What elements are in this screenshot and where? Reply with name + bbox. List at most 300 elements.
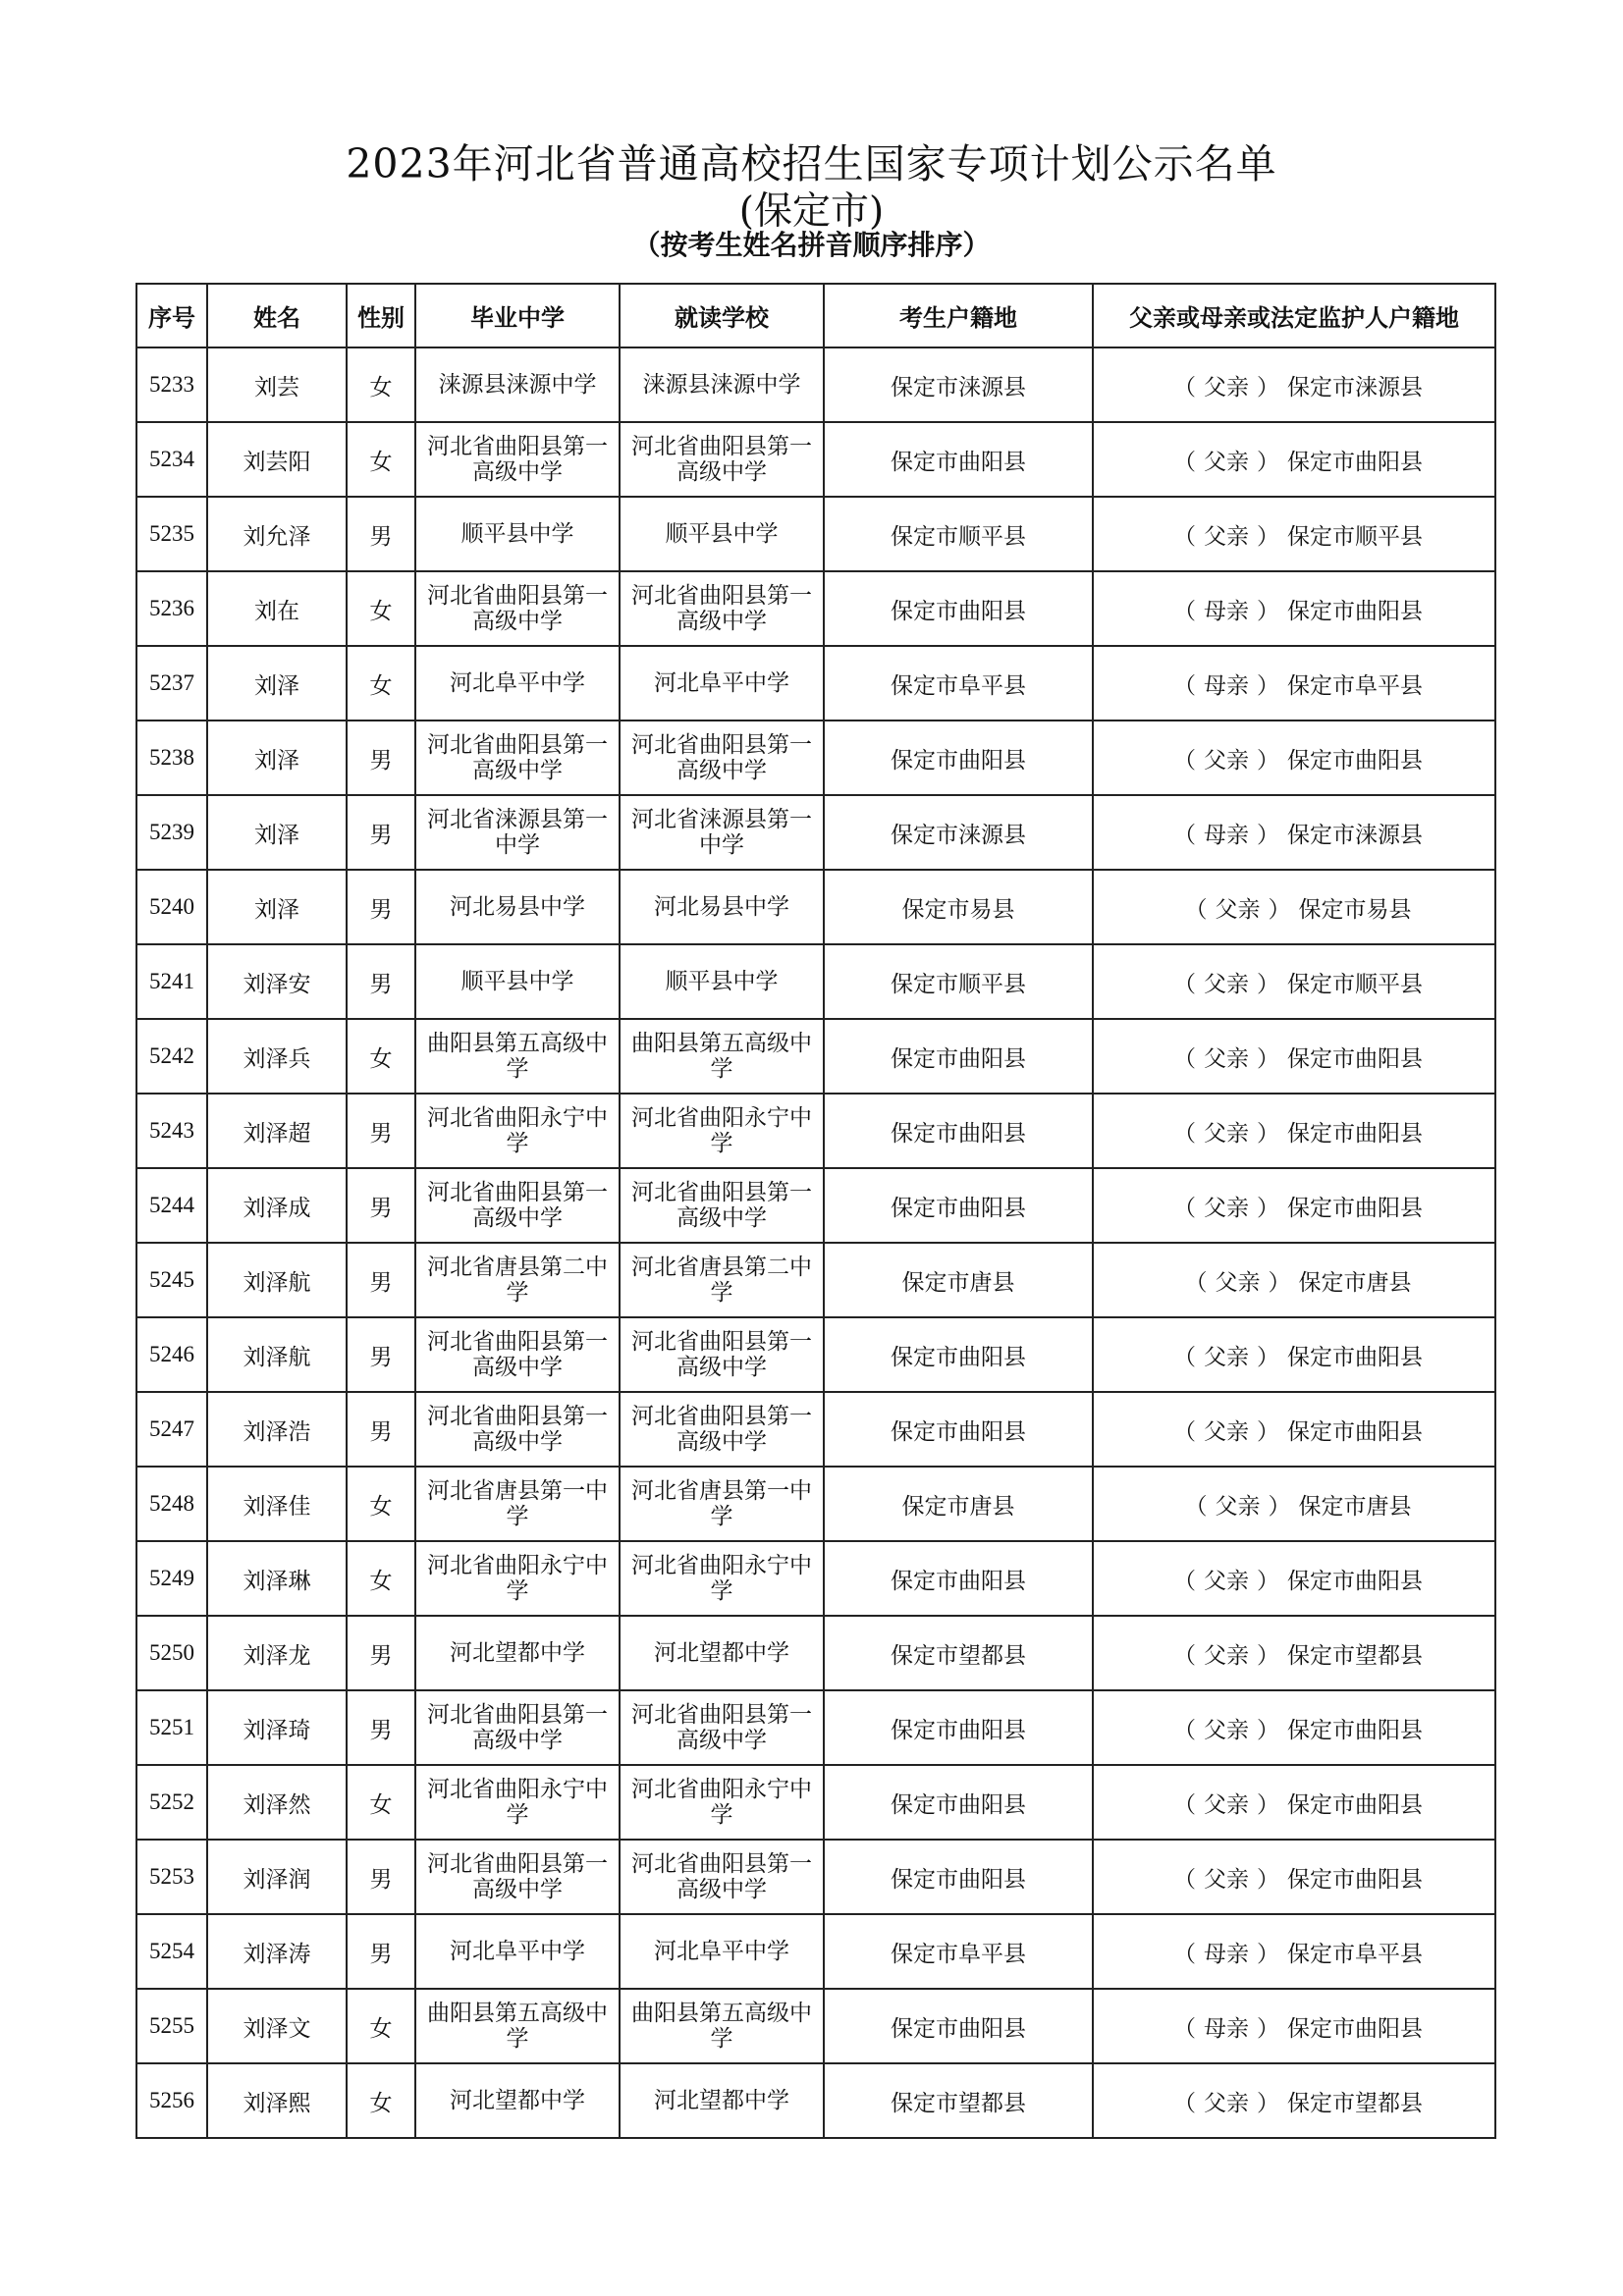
guardian-relation: 父亲 <box>1204 449 1249 475</box>
cell-current-school: 河北望都中学 <box>620 2063 824 2138</box>
table-row <box>136 870 1495 944</box>
cell-gender: 男 <box>347 795 415 870</box>
open-paren: （ <box>1173 1120 1196 1147</box>
cell-grad-school: 河北省曲阳县第一高级中学 <box>415 422 620 497</box>
cell-grad-school: 河北望都中学 <box>415 1616 620 1690</box>
cell-name: 刘泽佳 <box>207 1467 347 1541</box>
cell-current-school: 河北省曲阳永宁中学 <box>620 1094 824 1168</box>
cell-current-school: 顺平县中学 <box>620 944 824 1019</box>
cell-no: 5254 <box>136 1914 207 1989</box>
open-paren: （ <box>1173 747 1196 774</box>
cell-hukou: 保定市唐县 <box>824 1243 1093 1317</box>
guardian-place: 保定市曲阳县 <box>1287 2015 1423 2042</box>
table-row <box>136 1168 1495 1243</box>
cell-gender: 男 <box>347 1094 415 1168</box>
table-row <box>136 1467 1495 1541</box>
close-paren: ） <box>1257 523 1279 550</box>
cell-no: 5250 <box>136 1616 207 1690</box>
cell-grad-school: 河北易县中学 <box>415 870 620 944</box>
close-paren: ） <box>1257 598 1279 624</box>
open-paren: （ <box>1173 523 1196 550</box>
cell-guardian-hukou <box>1093 1467 1495 1541</box>
open-paren: （ <box>1173 1791 1196 1818</box>
close-paren: ） <box>1257 374 1279 400</box>
table-row <box>136 1690 1495 1765</box>
open-paren: （ <box>1173 1866 1196 1893</box>
close-paren: ） <box>1257 1717 1279 1743</box>
cell-current-school: 河北省曲阳县第一高级中学 <box>620 571 824 646</box>
cell-hukou: 保定市曲阳县 <box>824 1094 1093 1168</box>
guardian-relation: 父亲 <box>1204 1344 1249 1370</box>
cell-gender: 男 <box>347 1840 415 1914</box>
cell-name: 刘泽琦 <box>207 1690 347 1765</box>
col-header-hukou: 考生户籍地 <box>824 284 1093 347</box>
cell-current-school: 河北省曲阳县第一高级中学 <box>620 1840 824 1914</box>
cell-grad-school: 曲阳县第五高级中学 <box>415 1989 620 2063</box>
cell-grad-school: 河北阜平中学 <box>415 646 620 721</box>
cell-gender: 女 <box>347 1467 415 1541</box>
cell-guardian-hukou <box>1093 1168 1495 1243</box>
cell-name: 刘允泽 <box>207 497 347 571</box>
cell-gender: 女 <box>347 347 415 422</box>
guardian-relation: 母亲 <box>1204 2015 1249 2042</box>
cell-no: 5237 <box>136 646 207 721</box>
cell-current-school: 河北省曲阳县第一高级中学 <box>620 721 824 795</box>
cell-no: 5253 <box>136 1840 207 1914</box>
table-row <box>136 795 1495 870</box>
col-header-guardian-hukou: 父亲或母亲或法定监护人户籍地 <box>1093 284 1495 347</box>
cell-guardian-hukou <box>1093 870 1495 944</box>
close-paren: ） <box>1257 449 1279 475</box>
table-row <box>136 1317 1495 1392</box>
cell-guardian-hukou <box>1093 1765 1495 1840</box>
col-header-grad-school: 毕业中学 <box>415 284 620 347</box>
roster-table <box>135 283 1496 2139</box>
col-header-gender: 性别 <box>347 284 415 347</box>
cell-gender: 男 <box>347 1243 415 1317</box>
guardian-relation: 父亲 <box>1215 1493 1261 1520</box>
cell-no: 5241 <box>136 944 207 1019</box>
guardian-place: 保定市唐县 <box>1298 1493 1412 1520</box>
open-paren: （ <box>1173 1717 1196 1743</box>
cell-name: 刘泽润 <box>207 1840 347 1914</box>
guardian-relation: 母亲 <box>1204 598 1249 624</box>
open-paren: （ <box>1173 1941 1196 1967</box>
cell-grad-school: 顺平县中学 <box>415 944 620 1019</box>
cell-current-school: 河北望都中学 <box>620 1616 824 1690</box>
close-paren: ） <box>1257 1866 1279 1893</box>
cell-grad-school: 河北省曲阳永宁中学 <box>415 1094 620 1168</box>
cell-guardian-hukou <box>1093 2063 1495 2138</box>
cell-gender: 女 <box>347 1541 415 1616</box>
cell-gender: 男 <box>347 1690 415 1765</box>
cell-grad-school: 涞源县涞源中学 <box>415 347 620 422</box>
cell-no: 5246 <box>136 1317 207 1392</box>
close-paren: ） <box>1257 1642 1279 1669</box>
table-row <box>136 1765 1495 1840</box>
guardian-relation: 父亲 <box>1215 1269 1261 1296</box>
col-header-current-school: 就读学校 <box>620 284 824 347</box>
open-paren: （ <box>1173 672 1196 699</box>
guardian-place: 保定市唐县 <box>1298 1269 1412 1296</box>
cell-hukou: 保定市阜平县 <box>824 646 1093 721</box>
guardian-relation: 母亲 <box>1204 822 1249 848</box>
guardian-place: 保定市曲阳县 <box>1287 449 1423 475</box>
cell-hukou: 保定市曲阳县 <box>824 1019 1093 1094</box>
close-paren: ） <box>1268 1269 1291 1296</box>
cell-guardian-hukou <box>1093 1541 1495 1616</box>
cell-hukou: 保定市顺平县 <box>824 944 1093 1019</box>
cell-current-school: 曲阳县第五高级中学 <box>620 1989 824 2063</box>
cell-no: 5248 <box>136 1467 207 1541</box>
cell-name: 刘泽琳 <box>207 1541 347 1616</box>
cell-guardian-hukou <box>1093 497 1495 571</box>
cell-guardian-hukou <box>1093 721 1495 795</box>
cell-no: 5249 <box>136 1541 207 1616</box>
open-paren: （ <box>1184 896 1208 923</box>
cell-grad-school: 河北省曲阳永宁中学 <box>415 1541 620 1616</box>
cell-name: 刘在 <box>207 571 347 646</box>
close-paren: ） <box>1257 822 1279 848</box>
cell-grad-school: 河北省曲阳县第一高级中学 <box>415 1317 620 1392</box>
table-row <box>136 944 1495 1019</box>
close-paren: ） <box>1257 1120 1279 1147</box>
cell-name: 刘泽 <box>207 721 347 795</box>
table-row <box>136 1616 1495 1690</box>
cell-no: 5256 <box>136 2063 207 2138</box>
guardian-relation: 母亲 <box>1204 672 1249 699</box>
cell-gender: 男 <box>347 944 415 1019</box>
table-row <box>136 422 1495 497</box>
cell-current-school: 河北省曲阳永宁中学 <box>620 1765 824 1840</box>
cell-grad-school: 河北省曲阳县第一高级中学 <box>415 571 620 646</box>
cell-no: 5243 <box>136 1094 207 1168</box>
open-paren: （ <box>1173 1045 1196 1072</box>
cell-guardian-hukou <box>1093 1616 1495 1690</box>
guardian-place: 保定市曲阳县 <box>1287 598 1423 624</box>
document-subtitle: (保定市) <box>738 189 885 234</box>
cell-hukou: 保定市曲阳县 <box>824 721 1093 795</box>
cell-name: 刘泽兵 <box>207 1019 347 1094</box>
close-paren: ） <box>1257 2090 1279 2116</box>
guardian-relation: 父亲 <box>1204 1120 1249 1147</box>
cell-gender: 男 <box>347 1914 415 1989</box>
cell-hukou: 保定市曲阳县 <box>824 422 1093 497</box>
col-header-name: 姓名 <box>207 284 347 347</box>
guardian-relation: 父亲 <box>1204 1045 1249 1072</box>
guardian-place: 保定市曲阳县 <box>1287 1344 1423 1370</box>
table-row <box>136 646 1495 721</box>
guardian-relation: 父亲 <box>1204 374 1249 400</box>
cell-current-school: 河北省曲阳县第一高级中学 <box>620 422 824 497</box>
cell-no: 5247 <box>136 1392 207 1467</box>
cell-hukou: 保定市涞源县 <box>824 795 1093 870</box>
close-paren: ） <box>1257 1791 1279 1818</box>
cell-grad-school: 顺平县中学 <box>415 497 620 571</box>
document-title: 2023年河北省普通高校招生国家专项计划公示名单 <box>346 140 1277 187</box>
cell-guardian-hukou <box>1093 571 1495 646</box>
guardian-place: 保定市曲阳县 <box>1287 1568 1423 1594</box>
guardian-relation: 父亲 <box>1204 2090 1249 2116</box>
open-paren: （ <box>1173 822 1196 848</box>
open-paren: （ <box>1173 2015 1196 2042</box>
cell-current-school: 河北省涞源县第一中学 <box>620 795 824 870</box>
cell-no: 5242 <box>136 1019 207 1094</box>
cell-no: 5255 <box>136 1989 207 2063</box>
cell-grad-school: 河北省曲阳县第一高级中学 <box>415 721 620 795</box>
close-paren: ） <box>1257 1418 1279 1445</box>
close-paren: ） <box>1257 1568 1279 1594</box>
cell-gender: 女 <box>347 646 415 721</box>
guardian-place: 保定市曲阳县 <box>1287 1120 1423 1147</box>
cell-grad-school: 河北望都中学 <box>415 2063 620 2138</box>
open-paren: （ <box>1173 1344 1196 1370</box>
table-row <box>136 1094 1495 1168</box>
cell-name: 刘泽成 <box>207 1168 347 1243</box>
cell-gender: 男 <box>347 497 415 571</box>
cell-current-school: 河北省曲阳县第一高级中学 <box>620 1392 824 1467</box>
open-paren: （ <box>1173 1568 1196 1594</box>
close-paren: ） <box>1268 896 1291 923</box>
cell-current-school: 河北省唐县第一中学 <box>620 1467 824 1541</box>
cell-hukou: 保定市曲阳县 <box>824 1690 1093 1765</box>
cell-no: 5239 <box>136 795 207 870</box>
close-paren: ） <box>1257 971 1279 997</box>
guardian-relation: 父亲 <box>1215 896 1261 923</box>
cell-name: 刘泽 <box>207 795 347 870</box>
cell-hukou: 保定市唐县 <box>824 1467 1093 1541</box>
cell-hukou: 保定市曲阳县 <box>824 1392 1093 1467</box>
close-paren: ） <box>1257 672 1279 699</box>
cell-gender: 女 <box>347 571 415 646</box>
cell-gender: 男 <box>347 1616 415 1690</box>
cell-name: 刘泽航 <box>207 1243 347 1317</box>
cell-hukou: 保定市阜平县 <box>824 1914 1093 1989</box>
cell-guardian-hukou <box>1093 1317 1495 1392</box>
cell-grad-school: 河北省唐县第二中学 <box>415 1243 620 1317</box>
cell-no: 5240 <box>136 870 207 944</box>
cell-name: 刘泽浩 <box>207 1392 347 1467</box>
cell-hukou: 保定市曲阳县 <box>824 571 1093 646</box>
cell-guardian-hukou <box>1093 1019 1495 1094</box>
close-paren: ） <box>1257 1195 1279 1221</box>
cell-name: 刘泽涛 <box>207 1914 347 1989</box>
guardian-relation: 父亲 <box>1204 1866 1249 1893</box>
cell-name: 刘泽 <box>207 646 347 721</box>
cell-current-school: 涞源县涞源中学 <box>620 347 824 422</box>
cell-hukou: 保定市曲阳县 <box>824 1541 1093 1616</box>
cell-hukou: 保定市望都县 <box>824 1616 1093 1690</box>
table-row <box>136 721 1495 795</box>
cell-no: 5236 <box>136 571 207 646</box>
cell-guardian-hukou <box>1093 1989 1495 2063</box>
cell-hukou: 保定市望都县 <box>824 2063 1093 2138</box>
guardian-relation: 父亲 <box>1204 971 1249 997</box>
cell-no: 5251 <box>136 1690 207 1765</box>
cell-hukou: 保定市曲阳县 <box>824 1317 1093 1392</box>
guardian-place: 保定市阜平县 <box>1287 1941 1423 1967</box>
cell-gender: 男 <box>347 1168 415 1243</box>
cell-guardian-hukou <box>1093 1840 1495 1914</box>
table-row <box>136 1914 1495 1989</box>
guardian-place: 保定市曲阳县 <box>1287 1717 1423 1743</box>
cell-grad-school: 河北省曲阳永宁中学 <box>415 1765 620 1840</box>
open-paren: （ <box>1173 1195 1196 1221</box>
cell-grad-school: 河北省涞源县第一中学 <box>415 795 620 870</box>
guardian-relation: 母亲 <box>1204 1941 1249 1967</box>
guardian-relation: 父亲 <box>1204 1791 1249 1818</box>
close-paren: ） <box>1257 747 1279 774</box>
cell-name: 刘芸阳 <box>207 422 347 497</box>
cell-guardian-hukou <box>1093 646 1495 721</box>
table-row <box>136 571 1495 646</box>
close-paren: ） <box>1257 2015 1279 2042</box>
cell-hukou: 保定市曲阳县 <box>824 1168 1093 1243</box>
cell-hukou: 保定市顺平县 <box>824 497 1093 571</box>
table-row <box>136 1243 1495 1317</box>
guardian-place: 保定市望都县 <box>1287 2090 1423 2116</box>
cell-name: 刘泽 <box>207 870 347 944</box>
cell-hukou: 保定市曲阳县 <box>824 1765 1093 1840</box>
cell-no: 5234 <box>136 422 207 497</box>
guardian-place: 保定市曲阳县 <box>1287 747 1423 774</box>
guardian-relation: 父亲 <box>1204 747 1249 774</box>
guardian-place: 保定市曲阳县 <box>1287 1791 1423 1818</box>
cell-guardian-hukou <box>1093 1914 1495 1989</box>
cell-name: 刘泽文 <box>207 1989 347 2063</box>
close-paren: ） <box>1257 1344 1279 1370</box>
cell-no: 5244 <box>136 1168 207 1243</box>
table-row <box>136 1541 1495 1616</box>
guardian-place: 保定市涞源县 <box>1287 374 1423 400</box>
cell-current-school: 河北省曲阳永宁中学 <box>620 1541 824 1616</box>
cell-gender: 男 <box>347 721 415 795</box>
cell-current-school: 曲阳县第五高级中学 <box>620 1019 824 1094</box>
table-row <box>136 1392 1495 1467</box>
guardian-place: 保定市顺平县 <box>1287 971 1423 997</box>
cell-guardian-hukou <box>1093 1243 1495 1317</box>
table-row <box>136 347 1495 422</box>
cell-grad-school: 河北阜平中学 <box>415 1914 620 1989</box>
cell-no: 5252 <box>136 1765 207 1840</box>
guardian-relation: 父亲 <box>1204 1717 1249 1743</box>
table-row <box>136 1840 1495 1914</box>
cell-hukou: 保定市曲阳县 <box>824 1989 1093 2063</box>
cell-current-school: 顺平县中学 <box>620 497 824 571</box>
cell-current-school: 河北阜平中学 <box>620 1914 824 1989</box>
header-row <box>136 284 1495 347</box>
guardian-place: 保定市曲阳县 <box>1287 1418 1423 1445</box>
close-paren: ） <box>1257 1045 1279 1072</box>
cell-name: 刘泽然 <box>207 1765 347 1840</box>
cell-hukou: 保定市曲阳县 <box>824 1840 1093 1914</box>
open-paren: （ <box>1173 2090 1196 2116</box>
open-paren: （ <box>1173 374 1196 400</box>
cell-gender: 男 <box>347 1317 415 1392</box>
cell-gender: 女 <box>347 1019 415 1094</box>
guardian-place: 保定市阜平县 <box>1287 672 1423 699</box>
open-paren: （ <box>1173 449 1196 475</box>
guardian-place: 保定市易县 <box>1298 896 1412 923</box>
cell-name: 刘芸 <box>207 347 347 422</box>
sort-note: （按考生姓名拼音顺序排序） <box>632 229 991 261</box>
cell-grad-school: 河北省曲阳县第一高级中学 <box>415 1168 620 1243</box>
cell-guardian-hukou <box>1093 1690 1495 1765</box>
open-paren: （ <box>1173 971 1196 997</box>
guardian-relation: 父亲 <box>1204 1568 1249 1594</box>
cell-no: 5238 <box>136 721 207 795</box>
guardian-place: 保定市曲阳县 <box>1287 1866 1423 1893</box>
guardian-place: 保定市曲阳县 <box>1287 1045 1423 1072</box>
table-row <box>136 2063 1495 2138</box>
cell-no: 5245 <box>136 1243 207 1317</box>
cell-current-school: 河北省曲阳县第一高级中学 <box>620 1168 824 1243</box>
cell-grad-school: 河北省曲阳县第一高级中学 <box>415 1840 620 1914</box>
guardian-place: 保定市涞源县 <box>1287 822 1423 848</box>
cell-gender: 女 <box>347 422 415 497</box>
cell-gender: 男 <box>347 870 415 944</box>
guardian-place: 保定市顺平县 <box>1287 523 1423 550</box>
cell-guardian-hukou <box>1093 347 1495 422</box>
cell-hukou: 保定市涞源县 <box>824 347 1093 422</box>
cell-current-school: 河北阜平中学 <box>620 646 824 721</box>
guardian-place: 保定市望都县 <box>1287 1642 1423 1669</box>
cell-current-school: 河北易县中学 <box>620 870 824 944</box>
cell-grad-school: 河北省曲阳县第一高级中学 <box>415 1392 620 1467</box>
cell-name: 刘泽安 <box>207 944 347 1019</box>
cell-guardian-hukou <box>1093 1094 1495 1168</box>
cell-guardian-hukou <box>1093 795 1495 870</box>
cell-name: 刘泽航 <box>207 1317 347 1392</box>
open-paren: （ <box>1173 1642 1196 1669</box>
cell-current-school: 河北省唐县第二中学 <box>620 1243 824 1317</box>
cell-no: 5235 <box>136 497 207 571</box>
close-paren: ） <box>1257 1941 1279 1967</box>
cell-gender: 男 <box>347 1392 415 1467</box>
cell-current-school: 河北省曲阳县第一高级中学 <box>620 1317 824 1392</box>
cell-gender: 女 <box>347 1989 415 2063</box>
cell-guardian-hukou <box>1093 1392 1495 1467</box>
table-row <box>136 1019 1495 1094</box>
open-paren: （ <box>1184 1493 1208 1520</box>
open-paren: （ <box>1173 1418 1196 1445</box>
col-header-no: 序号 <box>136 284 207 347</box>
cell-current-school: 河北省曲阳县第一高级中学 <box>620 1690 824 1765</box>
table-row <box>136 497 1495 571</box>
guardian-relation: 父亲 <box>1204 523 1249 550</box>
guardian-place: 保定市曲阳县 <box>1287 1195 1423 1221</box>
cell-name: 刘泽熙 <box>207 2063 347 2138</box>
guardian-relation: 父亲 <box>1204 1642 1249 1669</box>
guardian-relation: 父亲 <box>1204 1195 1249 1221</box>
cell-grad-school: 河北省唐县第一中学 <box>415 1467 620 1541</box>
close-paren: ） <box>1268 1493 1291 1520</box>
cell-name: 刘泽龙 <box>207 1616 347 1690</box>
cell-gender: 女 <box>347 2063 415 2138</box>
cell-grad-school: 河北省曲阳县第一高级中学 <box>415 1690 620 1765</box>
cell-guardian-hukou <box>1093 422 1495 497</box>
table-row <box>136 1989 1495 2063</box>
open-paren: （ <box>1184 1269 1208 1296</box>
cell-gender: 女 <box>347 1765 415 1840</box>
guardian-relation: 父亲 <box>1204 1418 1249 1445</box>
open-paren: （ <box>1173 598 1196 624</box>
cell-hukou: 保定市易县 <box>824 870 1093 944</box>
cell-name: 刘泽超 <box>207 1094 347 1168</box>
cell-grad-school: 曲阳县第五高级中学 <box>415 1019 620 1094</box>
cell-no: 5233 <box>136 347 207 422</box>
cell-guardian-hukou <box>1093 944 1495 1019</box>
